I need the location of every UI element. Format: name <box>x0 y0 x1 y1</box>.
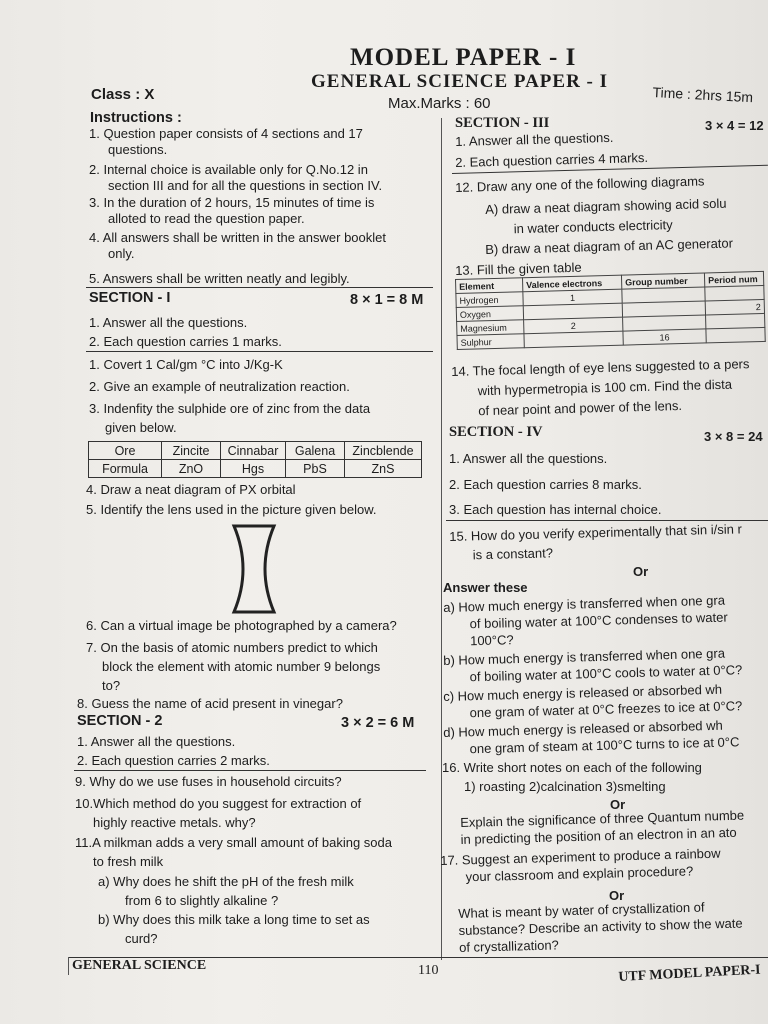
instruction-line: questions. <box>108 142 168 157</box>
table-row <box>89 460 422 478</box>
question-9: 9. Why do we use fuses in household circuits? <box>75 774 342 789</box>
table-cell: Formula <box>89 460 162 478</box>
table-cell: Oxygen <box>456 306 523 322</box>
question-line: A) draw a neat diagram showing acid solu <box>485 195 727 217</box>
instruction-line: 2. Internal choice is available only for Q.No.12 in <box>89 162 368 177</box>
section-4-note: 1. Answer all the questions. <box>449 451 608 466</box>
question-line: a) How much energy is transferred when one gra <box>443 592 726 615</box>
question-3 <box>89 401 370 436</box>
question-16-alt <box>460 807 745 848</box>
concave-lens-diagram <box>230 523 278 615</box>
footer-publisher: UTF MODEL PAPER-I <box>618 962 761 985</box>
instruction-2 <box>89 162 382 194</box>
question-15b <box>443 644 743 686</box>
instruction-line: 1. Question paper consists of 4 sections and 17 <box>89 126 363 141</box>
table-cell: Zincite <box>162 442 221 460</box>
table-cell: Element <box>456 278 523 294</box>
question-15c <box>443 680 742 722</box>
page-number: 110 <box>418 963 439 978</box>
question-line: to? <box>102 678 121 693</box>
table-cell <box>706 327 765 343</box>
table-cell: Valence electrons <box>522 275 621 292</box>
section-2-note: 1. Answer all the questions. <box>77 734 236 749</box>
question-line: d) How much energy is released or absorbed wh <box>443 717 723 740</box>
question-line: your classroom and explain procedure? <box>465 863 694 885</box>
question-line: 14. The focal length of eye lens suggested to a pers <box>451 356 750 379</box>
table-cell: PbS <box>286 460 345 478</box>
table-cell: 2 <box>524 317 623 334</box>
question-line: of boiling water at 100°C cools to water at 0°C? <box>469 662 743 685</box>
table-cell: 16 <box>623 329 706 345</box>
question-line: 17. Suggest an experiment to produce a rainbow <box>440 845 721 868</box>
question-line: is a constant? <box>472 545 554 563</box>
question-2: 2. Give an example of neutralization reaction. <box>89 379 350 394</box>
section-4-note: 2. Each question carries 8 marks. <box>449 477 642 492</box>
or-label: Or <box>633 564 649 579</box>
instruction-3 <box>89 195 374 227</box>
footer-subject: GENERAL SCIENCE <box>72 958 207 973</box>
instruction-1 <box>89 126 363 158</box>
question-line: from 6 to slightly alkaline ? <box>125 893 279 908</box>
instruction-5: 5. Answers shall be written neatly and legibly. <box>89 271 350 286</box>
divider <box>74 770 426 771</box>
question-line: b) Why does this milk take a long time to set as <box>98 912 370 927</box>
table-cell: Period num <box>704 271 763 287</box>
question-11 <box>75 833 392 871</box>
table-cell: Cinnabar <box>221 442 286 460</box>
section-1-note: 1. Answer all the questions. <box>89 315 248 330</box>
question-14 <box>451 354 751 422</box>
paper-subtitle: GENERAL SCIENCE PAPER - I <box>311 71 609 92</box>
section-2-marks: 3 × 2 = 6 M <box>341 715 415 731</box>
question-line: 10.Which method do you suggest for extraction of <box>75 796 362 811</box>
table-cell <box>524 331 623 348</box>
column-divider <box>441 118 442 960</box>
question-line: What is meant by water of crystallization of <box>458 899 705 921</box>
question-line: to fresh milk <box>93 854 164 869</box>
question-line: block the element with atomic number 9 belongs <box>102 659 381 674</box>
table-row <box>89 442 422 460</box>
question-12: 12. Draw any one of the following diagrams <box>455 173 705 195</box>
question-line: of boiling water at 100°C condenses to water <box>469 609 728 632</box>
question-line: a) Why does he shift the pH of the fresh milk <box>98 874 354 889</box>
instruction-line: 4. All answers shall be written in the answer booklet <box>89 230 386 245</box>
question-17-alt <box>458 898 743 956</box>
section-1-marks: 8 × 1 = 8 M <box>350 292 424 308</box>
footer-tick <box>68 957 69 975</box>
question-10 <box>75 794 361 832</box>
question-line: Explain the significance of three Quantum numbe <box>460 807 745 830</box>
section-4-note: 3. Each question has internal choice. <box>449 502 662 517</box>
question-15 <box>449 519 743 565</box>
class-label: Class : X <box>91 86 155 103</box>
question-line: highly reactive metals. why? <box>93 815 256 830</box>
question-line: 15. How do you verify experimentally that sin i/sin r <box>449 521 742 544</box>
question-12b: B) draw a neat diagram of an AC generator <box>485 235 734 257</box>
question-line: c) How much energy is released or absorbed wh <box>443 681 723 704</box>
section-4-heading: SECTION - IV <box>449 424 543 440</box>
question-15d <box>443 716 740 758</box>
question-line: 11.A milkman adds a very small amount of baking soda <box>75 835 392 850</box>
table-cell: Group number <box>621 273 704 289</box>
table-cell: ZnS <box>345 460 422 478</box>
question-13: 13. Fill the given table <box>455 259 582 278</box>
question-line: curd? <box>125 931 158 946</box>
section-2-heading: SECTION - 2 <box>77 713 163 729</box>
instruction-line: section III and for all the questions in section IV. <box>108 178 383 193</box>
instruction-line: only. <box>108 246 135 261</box>
section-3-heading: SECTION - III <box>455 115 550 131</box>
section-1-note: 2. Each question carries 1 marks. <box>89 334 282 349</box>
question-17 <box>440 845 721 886</box>
section-3-note: 2. Each question carries 4 marks. <box>455 149 649 170</box>
or-label: Or <box>609 888 625 903</box>
question-16: 16. Write short notes on each of the following <box>442 760 702 775</box>
question-4: 4. Draw a neat diagram of PX orbital <box>86 482 296 497</box>
table-cell: Hgs <box>221 460 286 478</box>
table-cell: 1 <box>523 289 622 306</box>
paper-title: MODEL PAPER - I <box>350 44 577 71</box>
element-table <box>455 271 766 350</box>
time-label: Time : 2hrs 15m <box>652 84 754 106</box>
table-cell: ZnO <box>162 460 221 478</box>
table-cell: 2 <box>705 299 764 315</box>
question-line: in water conducts electricity <box>513 217 673 237</box>
table-cell: Magnesium <box>457 320 524 336</box>
table-cell <box>706 313 765 329</box>
question-8: 8. Guess the name of acid present in vinegar? <box>77 696 343 711</box>
table-cell: Zincblende <box>345 442 422 460</box>
question-line: given below. <box>105 420 177 435</box>
question-line: 7. On the basis of atomic numbers predict to which <box>86 640 378 655</box>
question-11a <box>98 872 354 910</box>
question-line: 3. Indenfity the sulphide ore of zinc from the data <box>89 401 371 416</box>
question-7 <box>86 638 380 695</box>
divider <box>86 287 433 288</box>
instruction-line: alloted to read the question paper. <box>108 211 305 226</box>
question-11b <box>98 910 370 948</box>
ore-table <box>88 441 422 478</box>
table-cell: Hydrogen <box>456 292 523 308</box>
question-line: 100°C? <box>469 632 514 649</box>
question-line: b) How much energy is transferred when one gra <box>443 645 726 668</box>
table-cell: Sulphur <box>457 334 524 350</box>
question-12a <box>485 194 727 240</box>
question-line: one gram of steam at 100°C turns to ice at 0°C <box>469 734 740 757</box>
or-label: Or <box>610 797 626 812</box>
question-line: one gram of water at 0°C freezes to ice at 0°C? <box>469 698 743 721</box>
question-1: 1. Covert 1 Cal/gm °C into J/Kg-K <box>89 357 283 372</box>
instruction-4 <box>89 230 386 262</box>
question-15a <box>443 592 728 650</box>
question-6: 6. Can a virtual image be photographed by a camera? <box>86 618 397 633</box>
section-3-marks: 3 × 4 = 12 <box>705 118 764 133</box>
question-5: 5. Identify the lens used in the picture given below. <box>86 502 377 517</box>
max-marks: Max.Marks : 60 <box>388 95 491 112</box>
section-1-heading: SECTION - I <box>89 290 171 306</box>
section-2-note: 2. Each question carries 2 marks. <box>77 753 270 768</box>
question-line: in predicting the position of an electron in an ato <box>460 824 737 847</box>
question-line: of crystallization? <box>458 937 559 955</box>
question-16-options: 1) roasting 2)calcination 3)smelting <box>464 779 666 794</box>
instructions-heading: Instructions : <box>90 110 182 126</box>
table-cell: Galena <box>286 442 345 460</box>
divider <box>86 351 433 352</box>
question-line: with hypermetropia is 100 cm. Find the dista <box>477 376 733 399</box>
question-line: of near point and power of the lens. <box>478 397 683 419</box>
section-4-marks: 3 × 8 = 24 <box>704 429 763 444</box>
answer-these-label: Answer these <box>443 580 528 595</box>
question-line: substance? Describe an activity to show the wate <box>458 915 743 938</box>
section-3-note: 1. Answer all the questions. <box>455 129 614 149</box>
instruction-line: 3. In the duration of 2 hours, 15 minutes of time is <box>89 195 375 210</box>
table-cell: Ore <box>89 442 162 460</box>
